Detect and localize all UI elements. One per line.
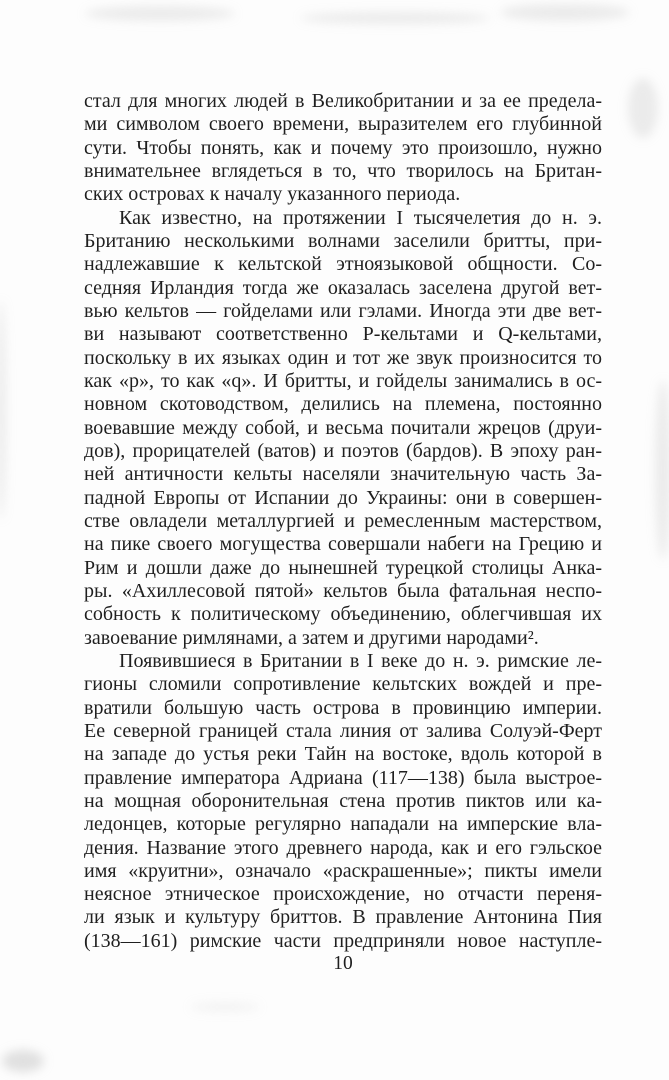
text-line: ми символом своего времени, выразителем его глубинной — [84, 113, 602, 136]
scan-smudge — [85, 6, 235, 21]
text-line: седняя Ирландия тогда же оказалась заселена другой вет- — [84, 276, 602, 299]
text-line: ских островах к началу указанного периода. — [84, 183, 461, 206]
text-line: воевавшие между собой, и весьма почитали жрецов (друи- — [84, 416, 602, 439]
scan-smudge — [2, 1050, 44, 1072]
text-line: ры. «Ахиллесовой пятой» кельтов была фатальная неспо- — [84, 579, 602, 602]
text-line: ней античности кельты населяли значительную часть За- — [84, 463, 602, 486]
text-line: ви называют соответственно P-кельтами и Q-кельтами, — [84, 323, 602, 346]
scan-smudge — [500, 4, 630, 21]
text-line: вью кельтов — гойделами или гэлами. Иногда эти две вет- — [84, 299, 602, 322]
scan-smudge — [190, 1002, 260, 1012]
text-line: стве овладели металлургией и ремесленным мастерством, — [84, 509, 602, 532]
text-line: надлежавшие к кельтской этноязыковой общности. Со- — [84, 253, 602, 276]
text-line: Британию несколькими волнами заселили бритты, при- — [84, 229, 602, 252]
paragraph — [84, 90, 602, 207]
text-line: гионы сломили сопротивление кельтских вождей и пре- — [84, 673, 602, 696]
text-line: Ее северной границей стала линия от залива Солуэй-Ферт — [84, 719, 602, 742]
text-line: неясное этническое происхождение, но отчасти переня- — [84, 883, 602, 906]
text-line: Появившиеся в Британии в I веке до н. э. римские ле- — [119, 649, 602, 672]
text-line: сути. Чтобы понять, как и почему это произошло, нужно — [84, 136, 602, 159]
text-line: стал для многих людей в Великобритании и за ее предела- — [84, 90, 602, 112]
text-line: дения. Название этого древнего народа, как и его гэльское — [84, 836, 602, 859]
paragraph — [84, 207, 602, 650]
page-number: 10 — [333, 953, 353, 974]
text-line: Рим и дошли даже до нынешней турецкой столицы Анка- — [84, 556, 602, 579]
text-line: как «p», то как «q». И бритты, и гойделы занимались в ос- — [84, 369, 602, 392]
text-line: имя «круитни», означало «раскрашенные»; пикты имели — [84, 859, 602, 882]
text-line: собность к политическому объединению, облегчившая их — [84, 603, 602, 626]
text-line: новном скотоводством, делились на племена, постоянно — [84, 393, 602, 416]
scan-smudge — [300, 12, 490, 24]
text-line: поскольку в их языках один и тот же звук произносится то — [84, 346, 602, 369]
text-line: ли язык и культуру бриттов. В правление Антонина Пия — [84, 906, 602, 929]
text-block — [84, 90, 602, 953]
text-line: падной Европы от Испании до Украины: они в совершен- — [84, 486, 602, 509]
text-line: ледонцев, которые регулярно нападали на имперские вла- — [84, 813, 602, 836]
scan-smudge — [0, 300, 6, 520]
text-line: на западе до устья реки Тайн на востоке, вдоль которой в — [84, 743, 602, 766]
text-line: дов), прорицателей (ватов) и поэтов (бардов). В эпоху ран- — [84, 439, 602, 462]
text-line: на мощная оборонительная стена против пиктов или ка- — [84, 789, 602, 812]
scan-smudge — [655, 380, 669, 560]
text-line: Как известно, на протяжении I тысячелетия до н. э. — [119, 206, 602, 229]
text-line: (138—161) римские части предприняли новое наступле- — [84, 929, 602, 952]
text-line: правление императора Адриана (117—138) была выстрое- — [84, 766, 602, 789]
text-line: вратили большую часть острова в провинцию империи. — [84, 696, 602, 719]
text-line: на пике своего могущества совершали набеги на Грецию и — [84, 533, 602, 556]
text-line: завоевание римлянами, а затем и другими народами². — [84, 626, 539, 649]
scan-smudge — [628, 78, 658, 138]
text-line: внимательнее вглядеться в то, что творилось на Британ- — [84, 159, 602, 182]
paragraph — [84, 650, 602, 953]
